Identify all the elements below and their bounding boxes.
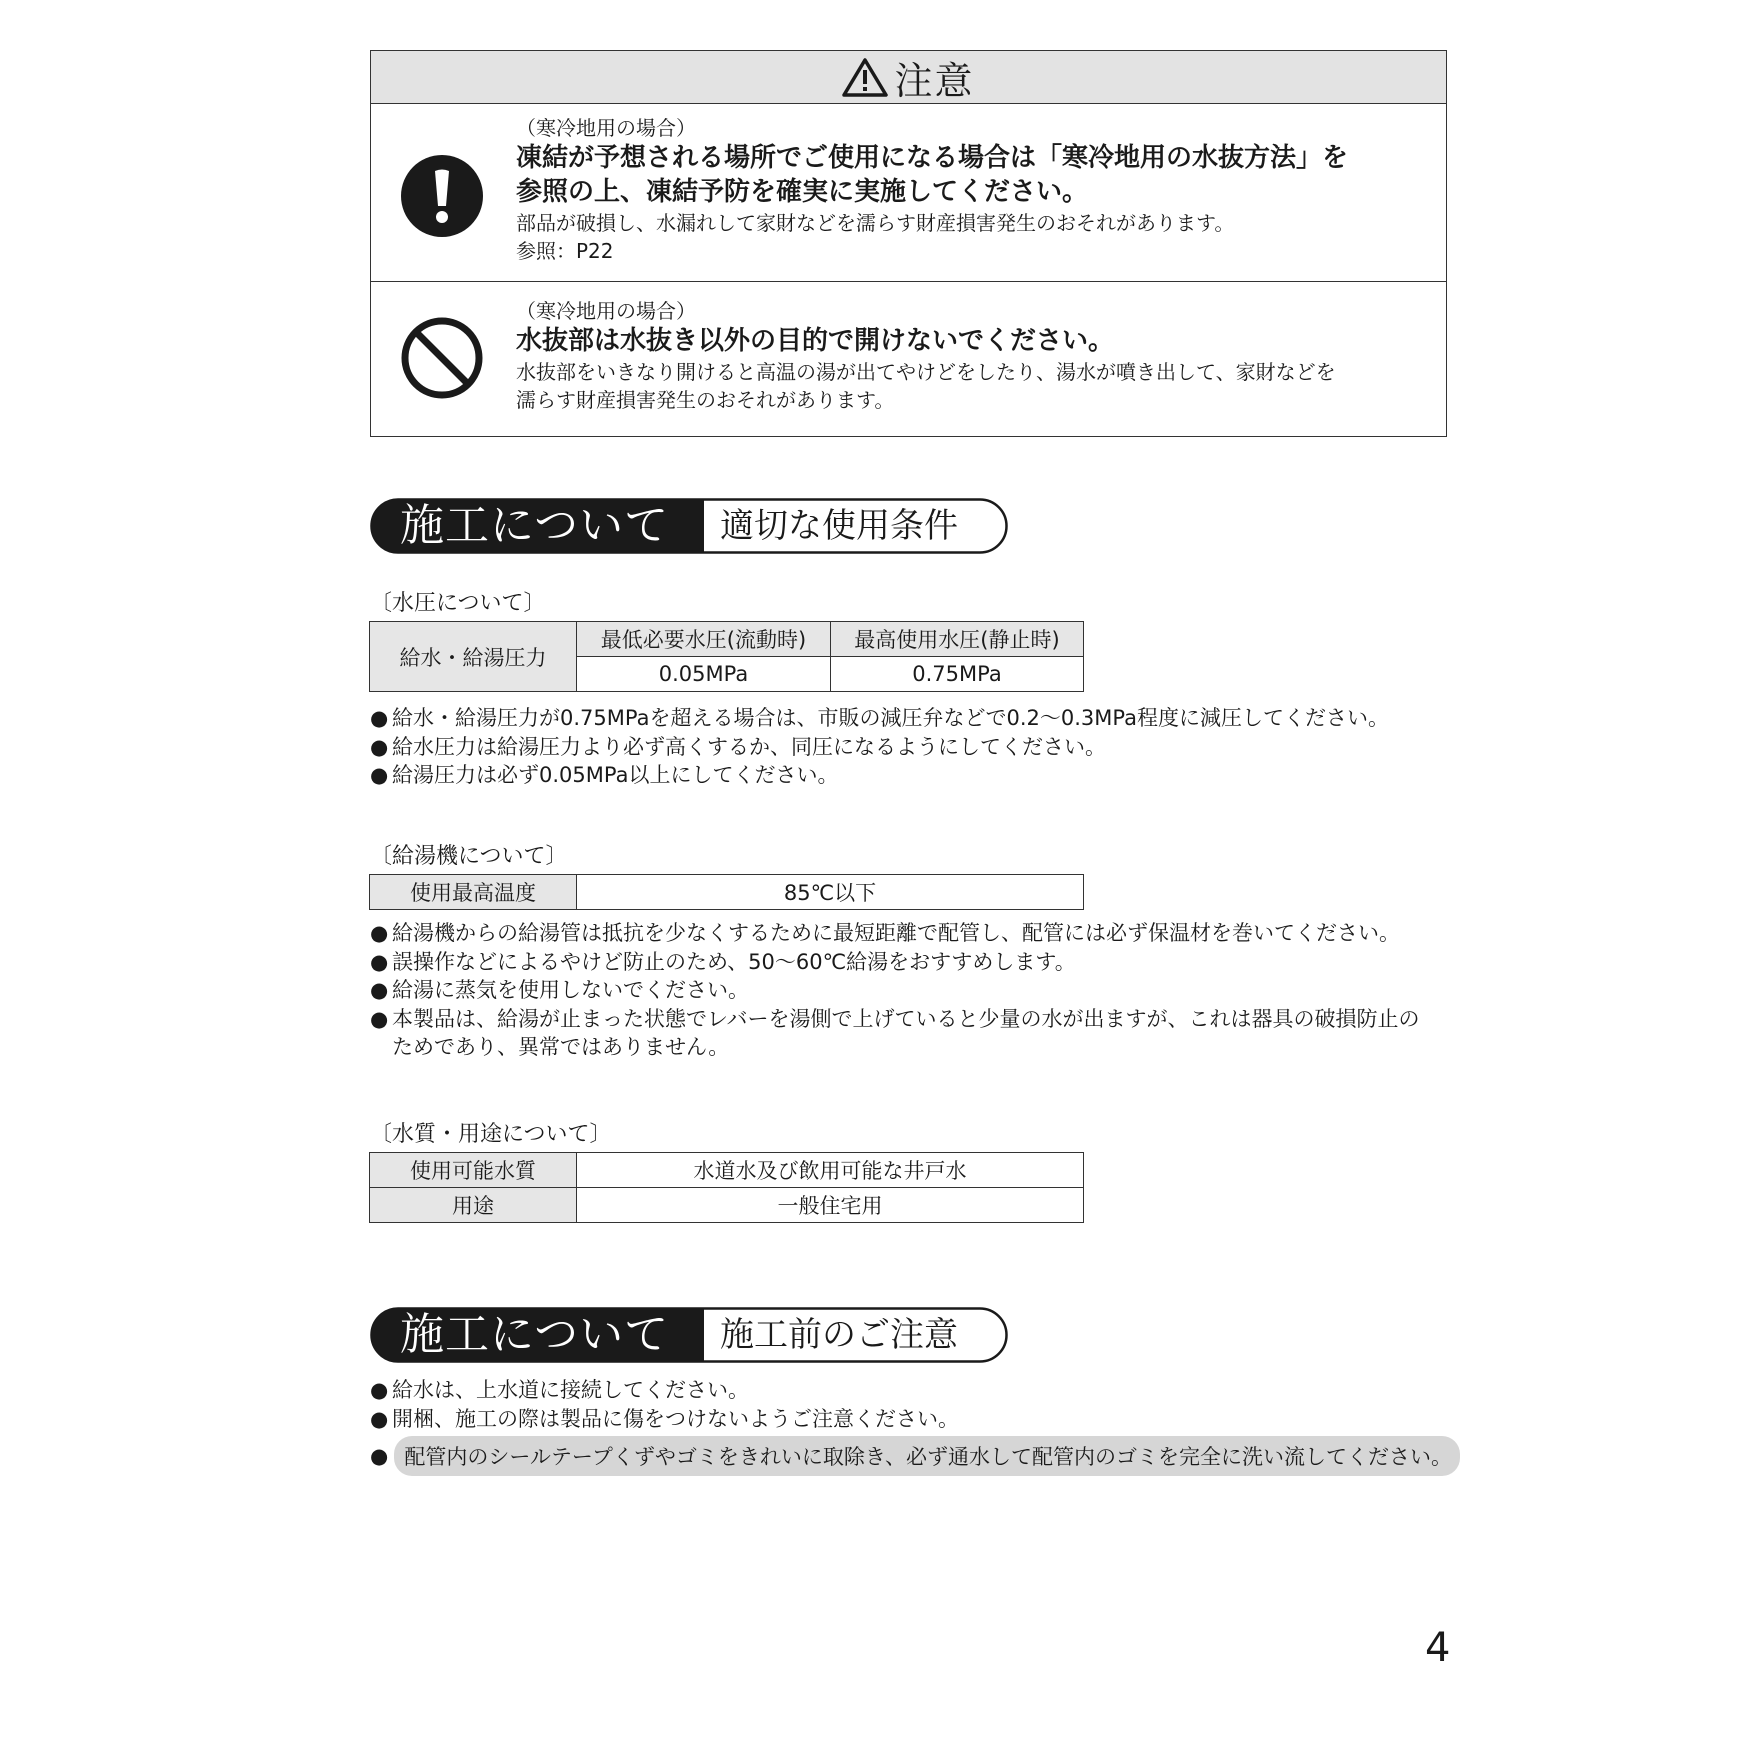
section-banner-pre-installation <box>370 1307 1010 1363</box>
warning-triangle-icon <box>842 57 888 97</box>
caution-box <box>370 50 1447 437</box>
list-item: ● 誤操作などによるやけど防止のため、50～60℃給湯をおすすめします。 <box>370 949 1076 974</box>
caution-row-drain <box>371 282 1446 436</box>
list-item-continuation: ためであり、異常ではありません。 <box>392 1035 730 1059</box>
water-quality-table <box>369 1152 1084 1223</box>
banner-subtitle: 適切な使用条件 <box>720 506 958 546</box>
caution-heading: 参照の上、凍結予防を確実に実施してください。 <box>516 177 1089 207</box>
list-item: ● 給水・給湯圧力が0.75MPaを超える場合は、市販の減圧弁などで0.2～0.3MPa程度に減圧してください。 <box>370 706 1389 730</box>
page-number: 4 <box>1425 1625 1451 1671</box>
highlighted-note-text: 配管内のシールテープくずやゴミをきれいに取除き、必ず通水して配管内のゴミを完全に洗い流してください。 <box>394 1436 1460 1476</box>
list-item: ● 本製品は、給湯が止まった状態でレバーを湯側で上げていると少量の水が出ますが、これは器具の破損防止の <box>370 1006 1420 1031</box>
banner-main-title: 施工について <box>400 1309 670 1360</box>
water-pressure-notes <box>370 704 1389 790</box>
section-banner-usage-conditions <box>370 498 1010 554</box>
water-heater-label: 〔給湯機について〕 <box>370 844 568 869</box>
prohibited-icon <box>400 316 484 404</box>
list-item: ● 開梱、施工の際は製品に傷をつけないようご注意ください。 <box>370 1406 959 1431</box>
caution-heading: 水抜部は水抜き以外の目的で開けないでください。 <box>516 326 1115 356</box>
table-column-header: 最低必要水圧(流動時) <box>577 622 831 657</box>
water-pressure-label: 〔水圧について〕 <box>370 591 546 616</box>
table-cell: 85℃以下 <box>577 875 1084 910</box>
table-cell: 一般住宅用 <box>577 1188 1084 1223</box>
caution-header <box>371 51 1446 104</box>
exclamation-circle-icon <box>400 154 484 242</box>
table-column-header: 最高使用水圧(静止時) <box>831 622 1084 657</box>
water-heater-notes <box>370 919 1420 1062</box>
table-cell: 0.75MPa <box>831 657 1084 692</box>
caution-row-freeze <box>371 103 1446 282</box>
caution-body: 部品が破損し、水漏れして家財などを濡らす財産損害発生のおそれがあります。 <box>516 211 1235 235</box>
list-item: ● 給湯機からの給湯管は抵抗を少なくするために最短距離で配管し、配管には必ず保温材を巻いてください。 <box>370 921 1400 945</box>
table-row-header: 使用可能水質 <box>370 1153 577 1188</box>
caution-heading: 凍結が予想される場所でご使用になる場合は「寒冷地用の水抜方法」を <box>516 143 1349 173</box>
table-cell: 水道水及び飲用可能な井戸水 <box>577 1153 1084 1188</box>
caution-body: 水抜部をいきなり開けると高温の湯が出てやけどをしたり、湯水が噴き出して、家財などを <box>516 360 1336 384</box>
table-cell: 0.05MPa <box>577 657 831 692</box>
banner-main-title: 施工について <box>400 500 670 551</box>
list-item: ● 給水は、上水道に接続してください。 <box>370 1378 749 1402</box>
caution-label: （寒冷地用の場合） <box>516 299 696 323</box>
bullet-dot: ● <box>370 1444 389 1468</box>
list-item: ● 給湯圧力は必ず0.05MPa以上にしてください。 <box>370 763 839 787</box>
table-row-header: 使用最高温度 <box>370 875 577 910</box>
water-heater-table <box>369 874 1084 910</box>
caution-reference: 参照：P22 <box>516 239 614 263</box>
list-item: ● 給湯に蒸気を使用しないでください。 <box>370 978 749 1002</box>
highlighted-note <box>370 1437 1460 1475</box>
banner-subtitle: 施工前のご注意 <box>720 1315 958 1355</box>
list-item: ● 給水圧力は給湯圧力より必ず高くするか、同圧になるようにしてください。 <box>370 734 1106 759</box>
table-row-header: 給水・給湯圧力 <box>370 622 577 692</box>
caution-title: 注意 <box>894 58 975 103</box>
caution-label: （寒冷地用の場合） <box>516 116 696 140</box>
table-row-header: 用途 <box>370 1188 577 1223</box>
caution-body: 濡らす財産損害発生のおそれがあります。 <box>516 388 895 412</box>
water-quality-label: 〔水質・用途について〕 <box>370 1122 612 1147</box>
water-pressure-table <box>369 621 1084 692</box>
pre-installation-notes <box>370 1376 959 1433</box>
